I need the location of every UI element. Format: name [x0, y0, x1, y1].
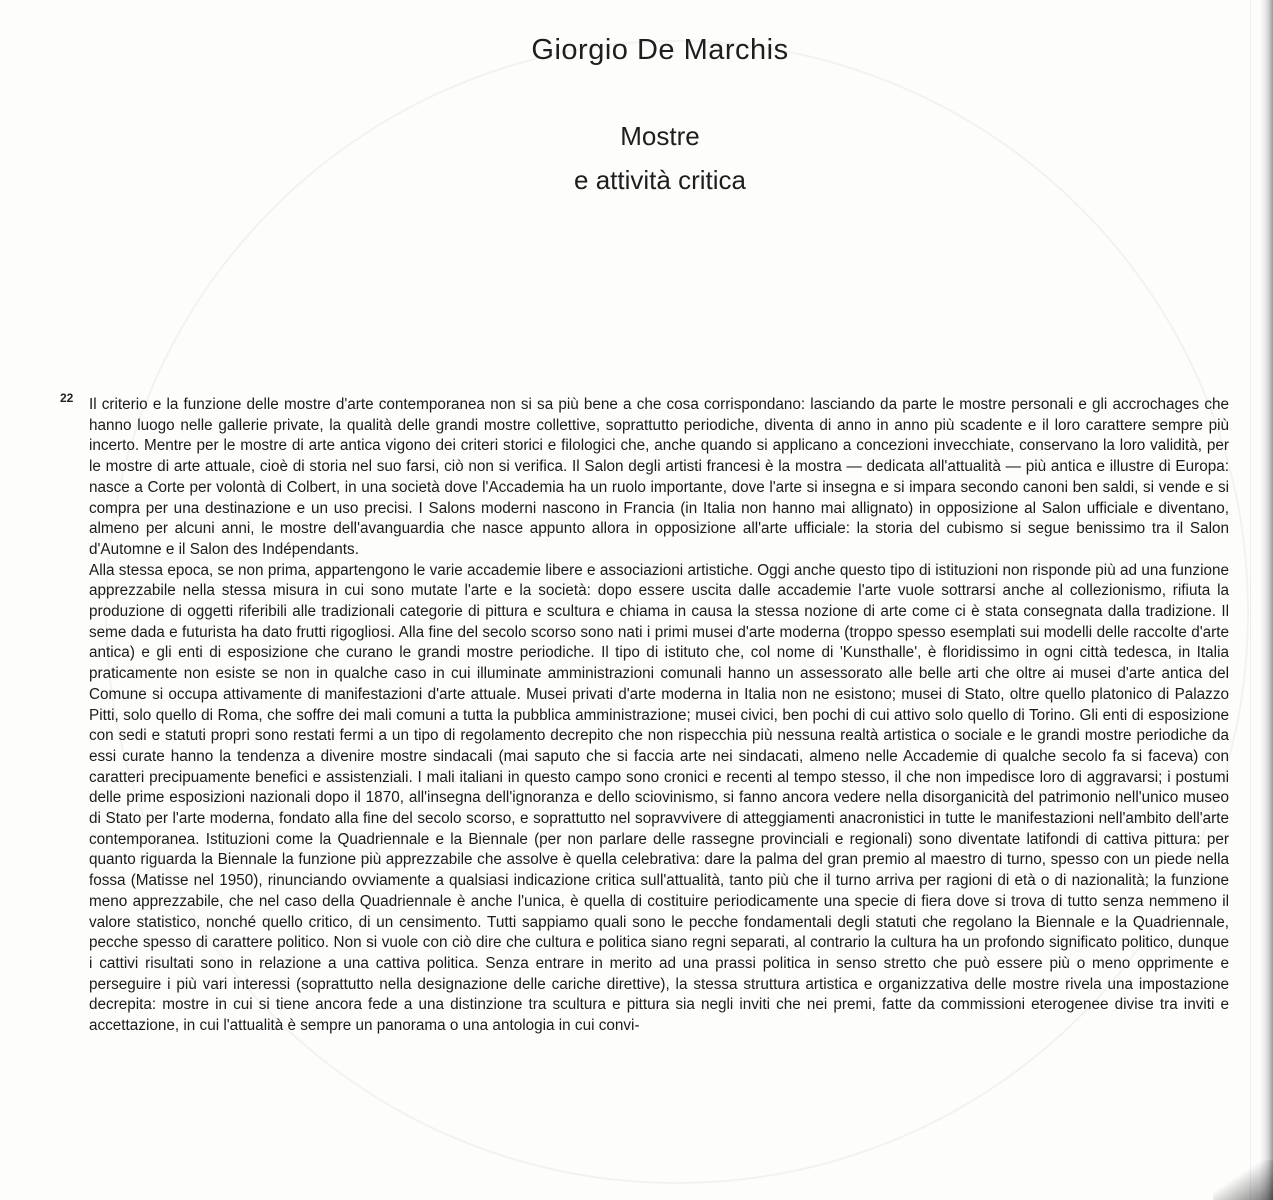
body-text [89, 395, 1229, 1037]
page-binding-edge [1259, 0, 1273, 1200]
page-corner-shadow [1213, 1160, 1273, 1200]
body-paragraph: Il criterio e la funzione delle mostre d'arte contemporanea non si sa più bene a che cosa corrispondano: lasciando da parte le mostre personali e gli accrochages che hanno luogo nelle gallerie private, la qualità delle grandi mostre collettive, soprattutto periodiche, diventa di anno in anno più scadente e il loro carattere sempre più incerto. Mentre per le mostre di arte antica vigono dei criteri storici e filologici che, anche quando si applicano a concezioni invecchiate, conservano la loro validità, per le mostre di arte attuale, cioè di storia nel suo farsi, ciò non si verifica. Il Salon degli artisti francesi è la mostra — dedicata all'attualità — più antica e illustre di Europa: nasce a Corte per volontà di Colbert, in una società dove l'Accademia ha un ruolo importante, dove l'arte si insegna e si impara secondo canoni ben saldi, si vende e si compra per una destinazione e un uso precisi. I Salons moderni nascono in Francia (in Italia non hanno mai allignato) in opposizione al Salon ufficiale e diventano, almeno per alcuni anni, le mostre dell'avanguardia che nasce appunto allora in opposizione all'arte ufficiale: la storia del cubismo si segue benissimo tra il Salon d'Automne e il Salon des Indépendants. [89, 396, 1229, 558]
chapter-title [330, 114, 990, 202]
page-number: 22 [60, 391, 74, 405]
body-paragraph: Alla stessa epoca, se non prima, appartengono le varie accademie libere e associazioni artistiche. Oggi anche questo tipo di istituzioni non risponde più ad una funzione apprezzabile nella stessa misura in cui sono mutate l'arte e la società: dopo essere uscita dalle accademie l'arte vuole sottrarsi anche al collezionismo, rifiuta la produzione di oggetti riferibili alle tradizionali categorie di pittura e scultura e chiama in causa la stessa nozione di arte come ci è stata consegnata dalla tradizione. Il seme dada e futurista ha dato frutti rigogliosi. Alla fine del secolo scorso sono nati i primi musei d'arte moderna (troppo spesso esemplati sui modelli delle raccolte d'arte antica) e gli enti di esposizione che curano le grandi mostre periodiche. Il tipo di istituto che, col nome di 'Kunsthalle', è floridissimo in ogni città tedesca, in Italia praticamente non esiste se non in qualche caso in cui illuminate amministrazioni comunali hanno un assessorato alle belle arti che oltre ai musei d'arte antica del Comune si occupa attivamente di manifestazioni d'arte attuale. Musei privati d'arte moderna in Italia non ne esistono; musei di Stato, oltre quello platonico di Palazzo Pitti, solo quello di Roma, che soffre dei mali comuni a tutta la pubblica amministrazione; musei civici, ben pochi di cui attivo solo quello di Torino. Gli enti di esposizione con sedi e statuti propri sono restati fermi a un tipo di regolamento decrepito che non rispecchia più nessuna realtà artistica o sociale e le grandi mostre periodiche da essi curate hanno la tendenza a divenire mostre sindacali (mai saputo che si faccia arte nei sindacati, almeno nelle Accademie di qualche secolo fa si faceva) con caratteri precipuamente benefici e assistenziali. I mali italiani in questo campo sono cronici e recenti al tempo stesso, il che non impedisce loro di aggravarsi; i postumi delle prime esposizioni nazionali dopo il 1870, all'insegna dell'ignoranza e dello sciovinismo, si fanno ancora vedere nella disorganicità del patrimonio nell'unico museo di Stato per l'arte moderna, fondato alla fine del secolo scorso, e soprattutto nel sopravvivere di atteggiamenti anacronistici in tutte le manifestazioni nell'ambito dell'arte contemporanea. Istituzioni come la Quadriennale e la Biennale (per non parlare delle rassegne provinciali e regionali) sono diventate latifondi di cattiva pittura: per quanto riguarda la Biennale la funzione più apprezzabile che assolve è quella celebrativa: dare la palma del gran premio al maestro di turno, spesso con un piede nella fossa (Matisse nel 1950), rinunciando ovviamente a qualsiasi indicazione critica sull'attualità, tanto più che il turno arriva per ragioni di età o di nazionalità; la funzione meno apprezzabile, che nel caso della Quadriennale è anche l'unica, è quella di costituire periodicamente una specie di fiera dove si trova di tutto senza nemmeno il valore statistico, nonché quello critico, di un censimento. Tutti sappiamo quali sono le pecche fondamentali degli statuti che regolano la Biennale e la Quadriennale, pecche spesso di carattere politico. Non si vuole con ciò dire che cultura e politica siano regni separati, al contrario la cultura ha un profondo significato politico, dunque i cattivi risultati sono in relazione a una cattiva politica. Senza entrare in merito ad una prassi politica in senso stretto che può essere più o meno opprimente e perseguire i più vari interessi (soprattutto nella designazione delle cariche direttive), la stessa struttura artistica e organizzativa delle mostre rivela una impostazione decrepita: mostre in cui si tiene ancora fede a una distinzione tra scultura e pittura sia negli inviti che nei premi, fatte da commissioni eterogenee divise tra inviti e accettazione, in cui l'attualità è sempre un panorama o una antologia in cui convi- [89, 561, 1229, 1035]
binding-crease [1250, 0, 1251, 1200]
author-name: Giorgio De Marchis [531, 34, 789, 66]
chapter-title-line-1: Mostre [620, 121, 700, 151]
chapter-title-line-2: e attività critica [574, 165, 746, 195]
